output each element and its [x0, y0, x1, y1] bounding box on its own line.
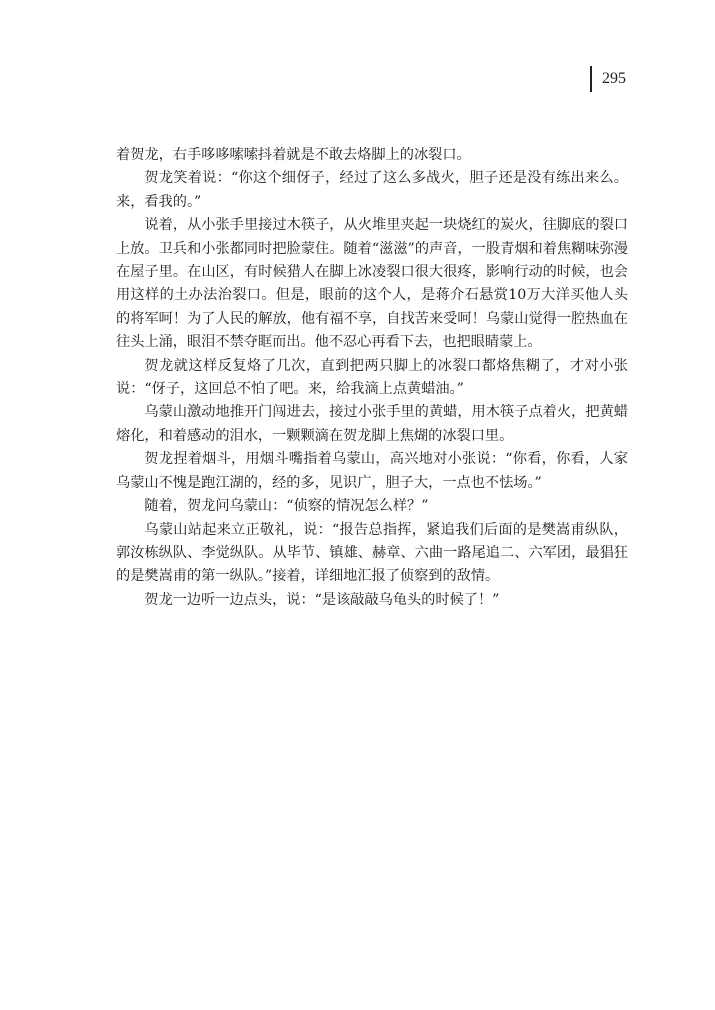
paragraph: 乌蒙山激动地推开门闯进去，接过小张手里的黄蜡，用木筷子点着火，把黄蜡熔化，和着感动的泪水，一颗颗滴在贺龙脚上焦煳的冰裂口里。 — [116, 404, 628, 444]
paragraph: 贺龙笑着说：“你这个细伢子，经过了这么多战火，胆子还是没有练出来么。来，看我的。” — [116, 170, 628, 210]
paragraph: 乌蒙山站起来立正敬礼，说：“报告总指挥，紧追我们后面的是樊嵩甫纵队，郭汝栋纵队、李觉纵队。从毕节、镇雄、赫章、六曲一路尾追二、六军团，最猖狂的是樊嵩甫的第一纵队。”接着，详细地汇报了侦察到的敌情。 — [116, 521, 628, 585]
page-number: 295 — [590, 66, 626, 92]
paragraph: 着贺龙，右手哆哆嗦嗦抖着就是不敢去烙脚上的冰裂口。 — [116, 147, 471, 163]
paragraph: 贺龙一边听一边点头，说：“是该敲敲乌龟头的时候了！” — [144, 591, 500, 608]
body-text — [116, 144, 628, 612]
paragraph: 贺龙捏着烟斗，用烟斗嘴指着乌蒙山，高兴地对小张说：“你看，你看，人家乌蒙山不愧是跑江湖的，经的多，见识广，胆子大，一点也不怯场。” — [116, 451, 628, 491]
paragraph: 随着，贺龙问乌蒙山：“侦察的情况怎么样？” — [144, 498, 429, 515]
paragraph: 说着，从小张手里接过木筷子，从火堆里夹起一块烧红的炭火，往脚底的裂口上放。卫兵和小张都同时把脸蒙住。随着“滋滋”的声音，一股青烟和着焦糊味弥漫在屋子里。在山区，有时候猎人在脚上冰凌裂口很大很疼，影响行动的时候，也会用这样的土办法治裂口。但是，眼前的这个人，是蒋介石悬赏10万大洋买他人头的将军呵！为了人民的解放，他有福不享，自找苦来受呵！乌蒙山觉得一腔热血在往头上涌，眼泪不禁夺眶而出。他不忍心再看下去，也把眼睛蒙上。 — [116, 217, 628, 351]
paragraph: 贺龙就这样反复烙了几次，直到把两只脚上的冰裂口都烙焦糊了，才对小张说：“伢子，这回总不怕了吧。来，给我滴上点黄蜡油。” — [116, 357, 628, 398]
